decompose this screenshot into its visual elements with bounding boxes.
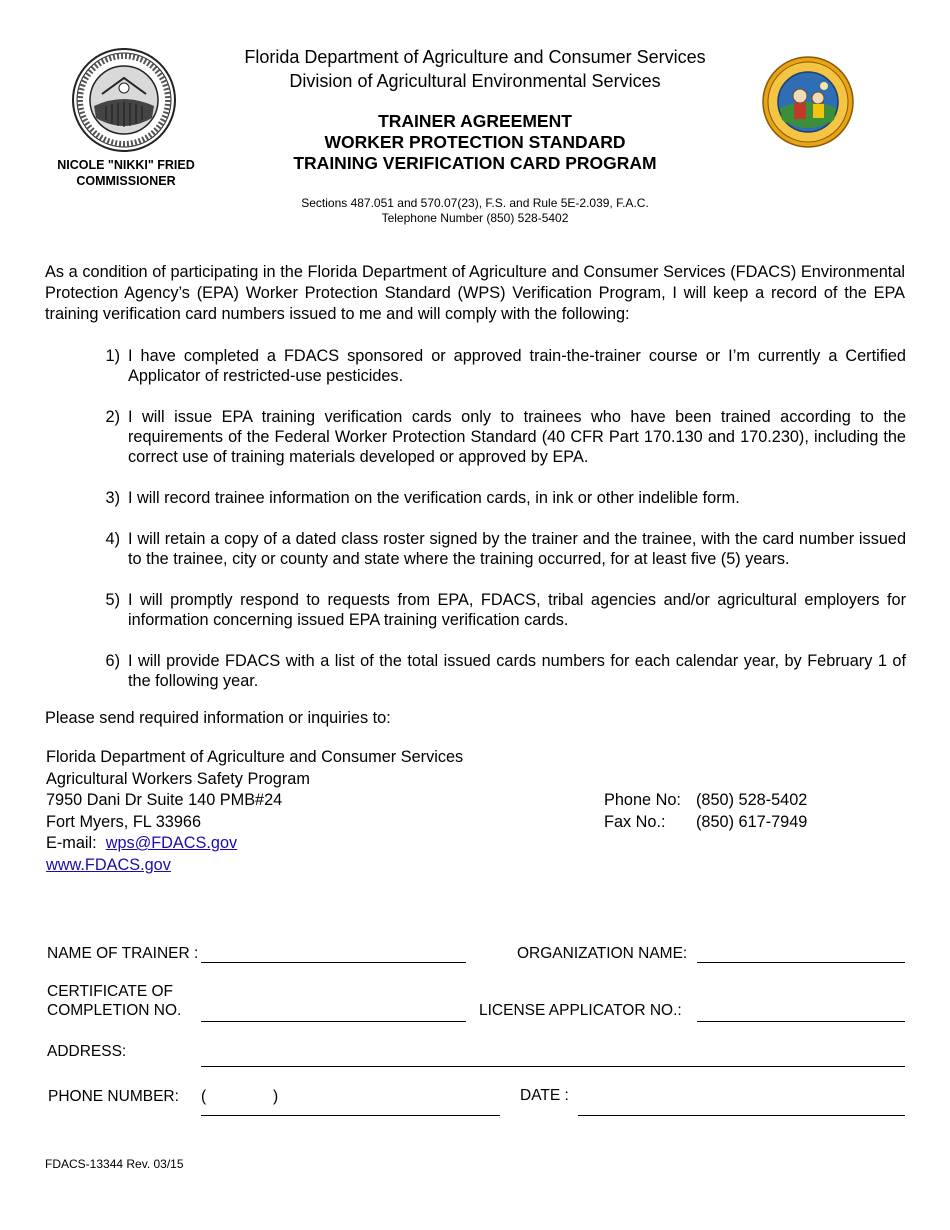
intro-paragraph: As a condition of participating in the Florida Department of Agriculture and Consumer Services (FDACS) Environmental Protection Agency’s (EPA) Worker Protection Standard (WPS) Verification Program, I will keep a record of the EPA training verification card numbers issued to me and will comply with the following: [45, 263, 905, 323]
address-program: Agricultural Workers Safety Program [46, 769, 310, 788]
department-name: Florida Department of Agriculture and Consumer Services [244, 47, 706, 67]
address-field[interactable] [201, 1066, 905, 1067]
safety-program-seal-icon [762, 56, 854, 148]
certificate-number-field[interactable] [201, 1021, 466, 1022]
list-item [96, 488, 906, 508]
phone-number-field[interactable] [201, 1115, 500, 1116]
certificate-label-line-1: CERTIFICATE OF [47, 983, 174, 1000]
item-number: 4) [105, 530, 120, 548]
item-text: I will issue EPA training verification cards only to trainees who have been trained according to the requirements of the Federal Worker Protection Standard (40 CFR Part 170.130 and 170.230), including the correct use of training materials developed or approved by EPA. [128, 408, 906, 466]
email-link[interactable]: wps@FDACS.gov [105, 834, 238, 852]
item-number: 2) [105, 408, 120, 426]
statutes: Sections 487.051 and 570.07(23), F.S. and Rule 5E-2.039, F.A.C. [301, 196, 649, 210]
item-text: I have completed a FDACS sponsored or approved train-the-trainer course or I’m currently a Certified Applicator of restricted-use pesticides. [128, 347, 906, 385]
item-text: I will retain a copy of a dated class roster signed by the trainer and the trainee, with the card number issued to the trainee, city or county and state where the training occurred, for at least five (5) years. [128, 530, 906, 568]
list-item [96, 346, 906, 386]
phone-paren-open: ( [201, 1088, 207, 1105]
header-telephone: Telephone Number (850) 528-5402 [381, 211, 569, 225]
address-org: Florida Department of Agriculture and Consumer Services [46, 748, 464, 766]
statute-references [200, 196, 750, 226]
organization-name-field[interactable] [697, 962, 905, 963]
item-number: 1) [105, 347, 120, 365]
form-title [200, 111, 750, 174]
address-city: Fort Myers, FL 33966 [46, 812, 202, 831]
commissioner-title: COMMISSIONER [76, 174, 176, 188]
form-number: FDACS-13344 Rev. 03/15 [45, 1157, 184, 1171]
list-item [96, 590, 906, 630]
list-item [96, 529, 906, 569]
list-item [96, 407, 906, 467]
title-line-2: WORKER PROTECTION STANDARD [324, 132, 626, 152]
organization-name-label: ORGANIZATION NAME: [517, 945, 688, 962]
name-of-trainer-label: NAME OF TRAINER : [47, 945, 199, 962]
phone-label: Phone No: [604, 791, 681, 809]
certificate-label [47, 982, 181, 1020]
fax-value: (850) 617-7949 [696, 812, 808, 831]
mailing-address [46, 747, 463, 876]
website-link[interactable]: www.FDACS.gov [46, 855, 171, 874]
address-street: 7950 Dani Dr Suite 140 PMB#24 [46, 791, 283, 809]
list-item [96, 651, 906, 691]
phone-paren-close: ) [273, 1088, 279, 1105]
contact-numbers [604, 790, 807, 833]
date-label: DATE : [520, 1087, 569, 1104]
item-number: 6) [105, 652, 120, 670]
send-info-text: Please send required information or inquiries to: [45, 709, 391, 727]
address-label: ADDRESS: [47, 1043, 127, 1060]
name-of-trainer-field[interactable] [201, 962, 466, 963]
phone-value: (850) 528-5402 [696, 791, 808, 809]
department-header [200, 45, 750, 93]
division-name: Division of Agricultural Environmental Services [289, 71, 661, 91]
item-text: I will promptly respond to requests from EPA, FDACS, tribal agencies and/or agricultural employers for information concerning issued EPA training verification cards. [128, 591, 906, 629]
commissioner-block [40, 157, 212, 189]
commissioner-name: NICOLE "NIKKI" FRIED [57, 158, 195, 172]
fax-row [604, 812, 807, 834]
fax-label: Fax No.: [604, 812, 666, 831]
email-row [46, 833, 463, 855]
date-field[interactable] [578, 1115, 905, 1116]
license-applicator-label: LICENSE APPLICATOR NO.: [479, 1002, 682, 1019]
item-text: I will provide FDACS with a list of the total issued cards numbers for each calendar year, by February 1 of the following year. [128, 652, 906, 690]
phone-number-label: PHONE NUMBER: [48, 1088, 179, 1105]
certificate-label-line-2: COMPLETION NO. [47, 1002, 182, 1019]
email-label: E-mail: [46, 834, 97, 852]
item-number: 3) [105, 489, 120, 507]
fdacs-seal-icon [72, 48, 176, 152]
title-line-3: TRAINING VERIFICATION CARD PROGRAM [293, 153, 657, 173]
item-number: 5) [105, 591, 120, 609]
license-applicator-field[interactable] [697, 1021, 905, 1022]
phone-row [604, 790, 807, 812]
title-line-1: TRAINER AGREEMENT [378, 111, 572, 131]
item-text: I will record trainee information on the verification cards, in ink or other indelible form. [128, 489, 740, 507]
